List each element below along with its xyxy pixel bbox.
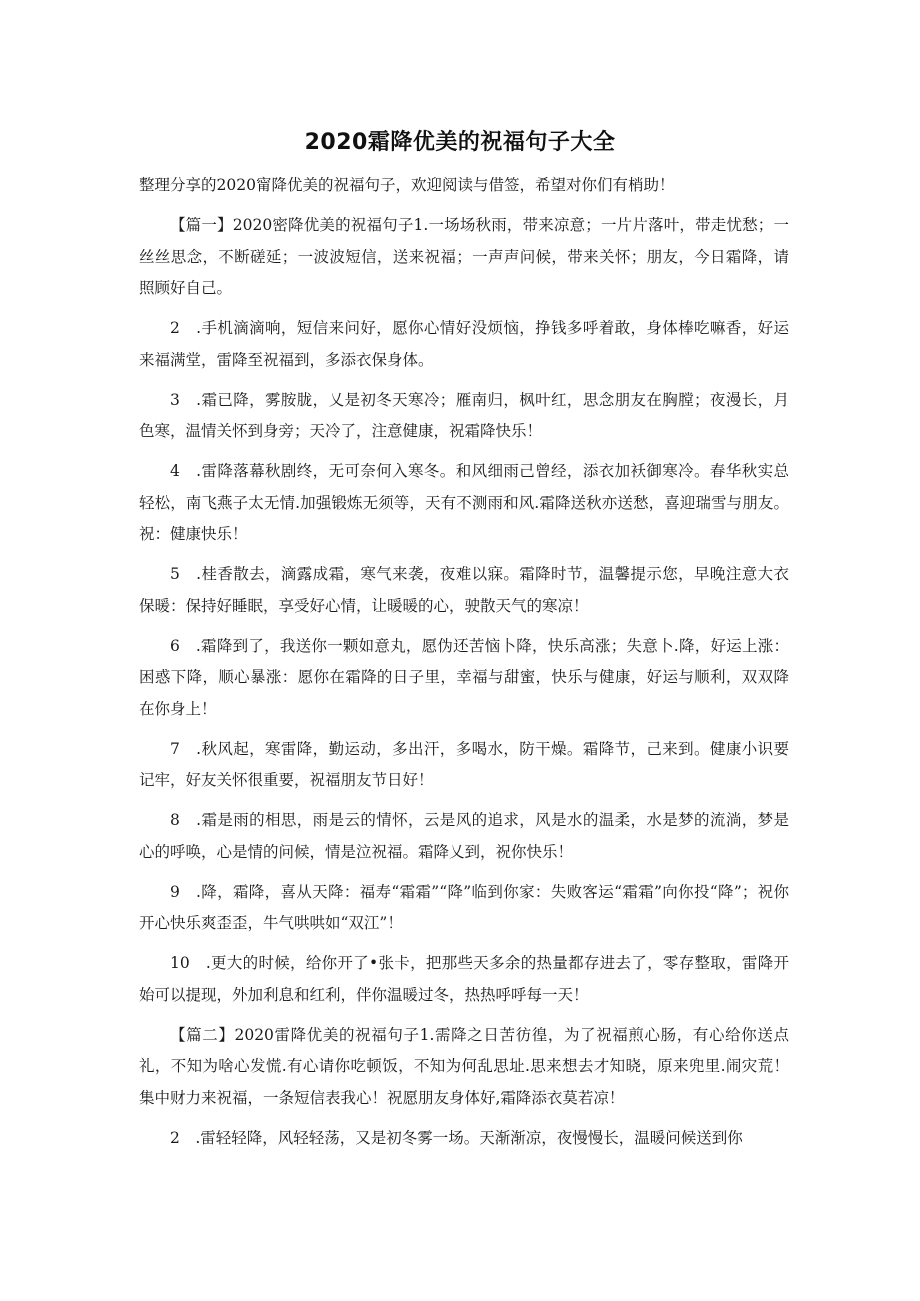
paragraph: 7 .秋风起，寒雷降，勤运动，多出汗，多喝水，防干燥。霜降节，己来到。健康小识要记牢，好友关怀很重要，祝福朋友节日好！: [139, 739, 789, 789]
paragraph: 【篇二】2020雷降优美的祝福句子1.需降之日苦彷徨，为了祝福煎心肠，有心给你送点礼，不知为啥心发慌.有心请你吃顿饭，不知为何乱思址.思来想去才知晓，原来兜里.闹灾荒！集中财力来祝福，一条短信表我心！祝愿朋友身体好,霜降添衣莫若凉！: [139, 1025, 789, 1107]
paragraph: 2 .手机滴滴响，短信来问好，愿你心情好没烦恼，挣钱多呼着敢，身体棒吃嘛香，好运来福满堂，雷降至祝福到，多添衣保身体。: [139, 319, 789, 369]
paragraph: 9 .降，霜降，喜从天降：福寿“霜霜”“降”临到你家：失败客运“霜霜”向你投“降”；祝你开心快乐爽歪歪，牛气哄哄如“双江”！: [139, 882, 789, 932]
document-body: [139, 170, 789, 1163]
document-title: 2020霜降优美的祝福句子大全: [304, 130, 616, 155]
paragraph: 5 .桂香散去，滴露成霜，寒气来袭，夜难以寐。霜降时节，温馨提示您，早晚注意大衣保暖：保持好睡眠，享受好心情，让暖暖的心，驶散天气的寒凉！: [139, 565, 789, 615]
paragraph: 3 .霜已降，雾胺胧，乂是初冬天寒冷；雁南归，枫叶红，思念朋友在胸膛；夜漫长，月色寒，温情关怀到身旁；天冷了，注意健康，祝霜降快乐！: [139, 390, 789, 440]
paragraph: 4 .雷降落幕秋剧终，无可奈何入寒冬。和风细雨己曾经，添衣加袄御寒冷。春华秋实总轻松，南飞燕子太无情.加强锻炼无须等，天有不测雨和风.霜降送秋亦送愁，喜迎瑞雪与朋友。祝：健康快乐！: [139, 462, 789, 543]
paragraph: 8 .霜是雨的相思，雨是云的情怀，云是风的追求，风是水的温柔，水是梦的流淌，梦是心的呼唤，心是情的问候，情是泣祝福。霜降乂到，祝你快乐！: [139, 811, 789, 861]
paragraph: 2 .雷轻轻降，风轻轻荡，又是初冬雾一场。天渐渐凉，夜慢慢长，温暖问候送到你: [170, 1128, 743, 1147]
intro-paragraph: 整理分享的2020甯降优美的祝福句子，欢迎阅读与借签，希望对你们有梢助！: [139, 176, 675, 194]
paragraph: 10 .更大的时候，给你开了•张卡，把那些天多余的热量都存进去了，零存整取，雷降开始可以提现，外加利息和红利，伴你温暖过冬，热热呼呼每一天！: [139, 954, 789, 1004]
paragraph: 【篇一】2020密降优美的祝福句子1.一场场秋雨，带来凉意；一片片落叶，带走忧愁；一丝丝思念，不断磋延；一波波短信，送来祝福；一声声问候，带来关怀；朋友，今日霜降，请照顾好自己。: [139, 216, 789, 297]
paragraph: 6 .霜降到了，我送你一颗如意丸，愿伪还苦恼卜降，快乐高涨；失意卜.降，好运上涨：困惑下降，顺心暴涨：愿你在霜降的日子里，幸福与甜蜜，快乐与健康，好运与顺利，双双降在你身上！: [139, 636, 789, 718]
